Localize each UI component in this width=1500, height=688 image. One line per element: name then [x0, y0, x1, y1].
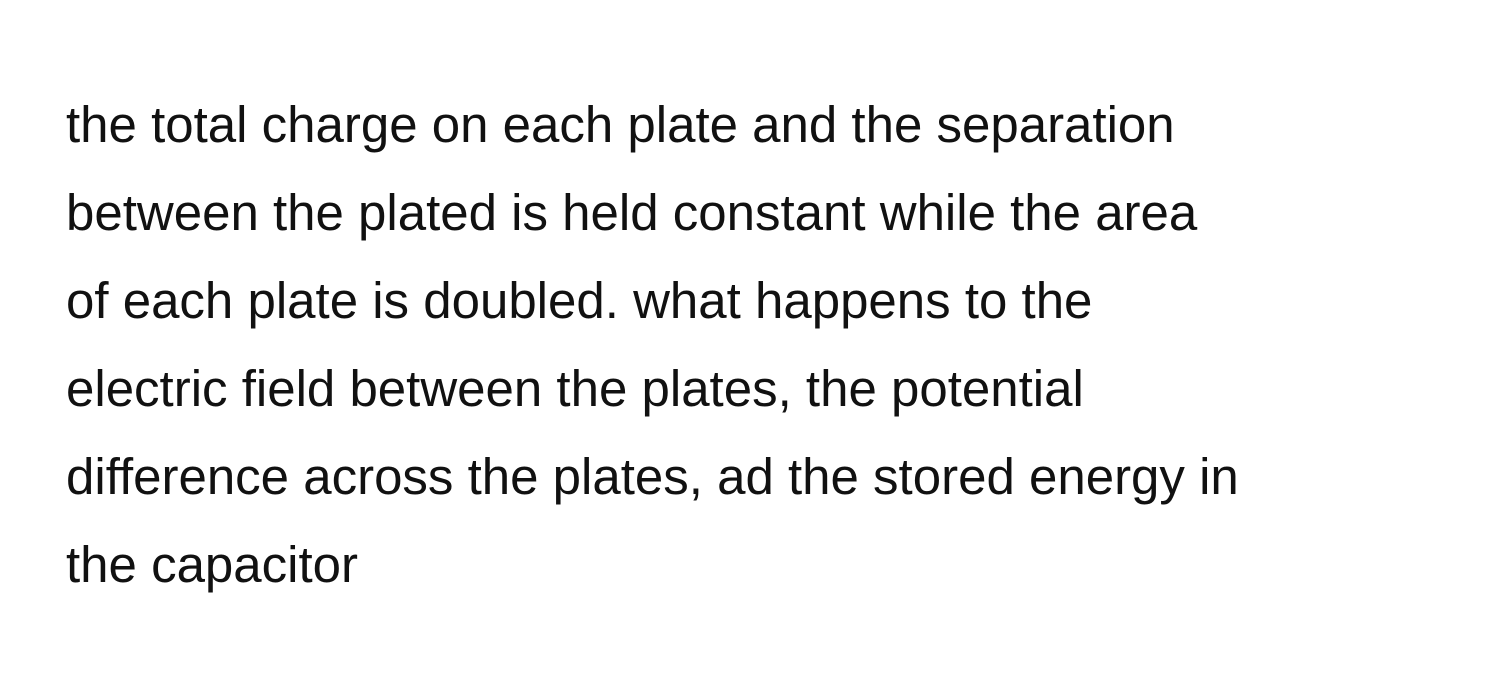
- question-line: of each plate is doubled. what happens to the: [66, 272, 1093, 329]
- question-line: between the plated is held constant while the area: [66, 184, 1198, 241]
- question-text: [66, 81, 1466, 609]
- question-line: the capacitor: [66, 536, 359, 593]
- question-line: electric field between the plates, the potential: [66, 360, 1084, 417]
- question-line: difference across the plates, ad the stored energy in: [66, 448, 1239, 505]
- question-line: the total charge on each plate and the separation: [66, 96, 1175, 153]
